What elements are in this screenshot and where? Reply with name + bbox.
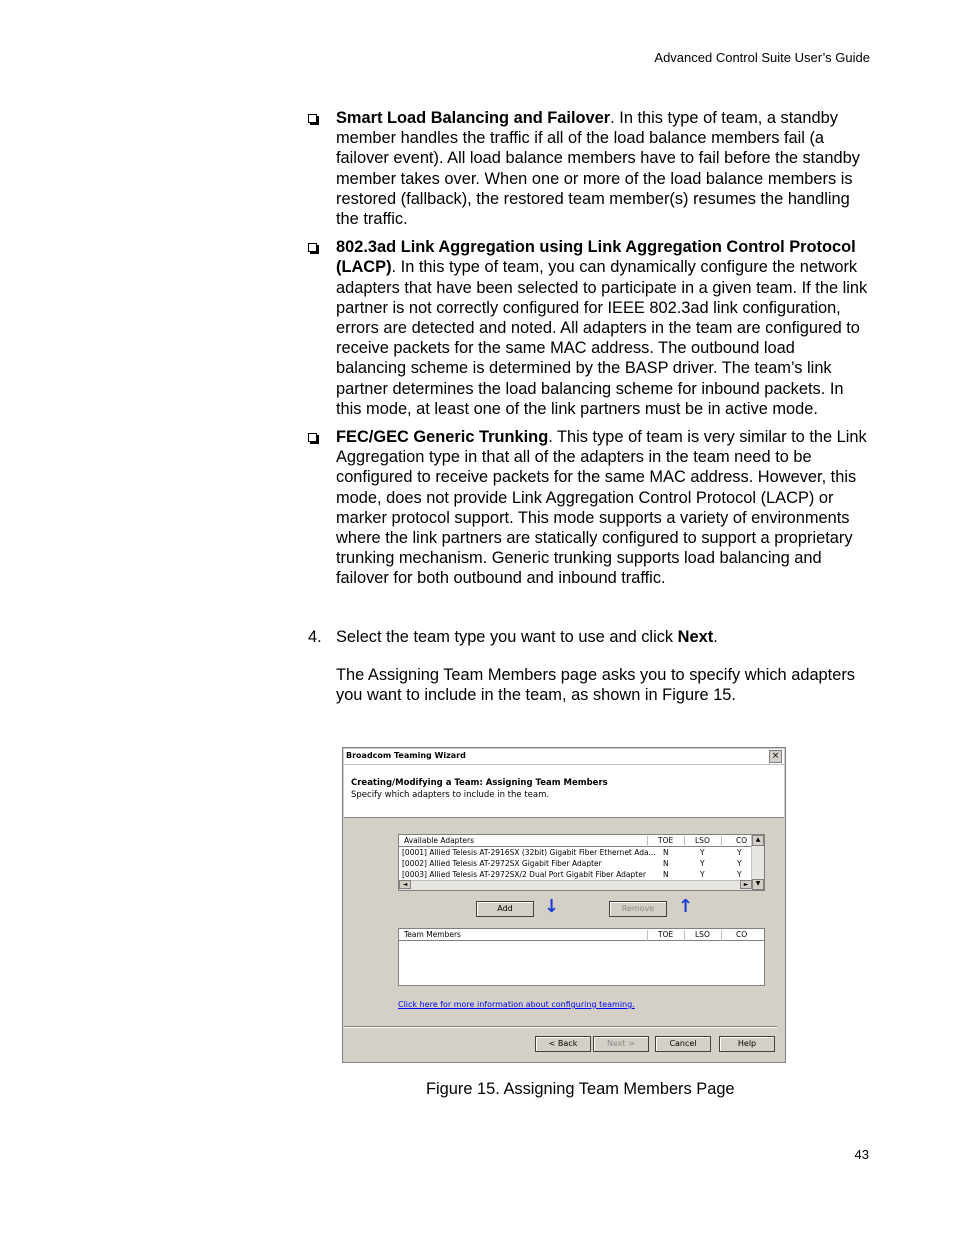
page-number: 43 xyxy=(854,1147,869,1162)
step-text: Select the team type you want to use and click xyxy=(336,628,678,646)
column-header[interactable]: TOE xyxy=(658,836,674,845)
table-row[interactable]: [0003] Allied Telesis AT-2972SX/2 Dual Port Gigabit Fiber Adapter N Y Y xyxy=(402,870,742,879)
window-title: Broadcom Teaming Wizard xyxy=(346,751,466,760)
remove-button[interactable]: Remove xyxy=(609,901,667,917)
close-icon[interactable]: × xyxy=(769,750,782,763)
checkbox-bullet-icon xyxy=(308,243,317,252)
column-header[interactable]: TOE xyxy=(658,930,674,939)
description: . In this type of team, a standby member handles the traffic if all of the load balance members fail (a failover event). All load balance members have to fail before the standby member takes over. When one or more of the load balance members is restored (fallback), the restored team member(s) resumes the handling the traffic. xyxy=(336,109,860,229)
step-end: . xyxy=(713,628,718,646)
list-item xyxy=(308,237,868,419)
checkbox-bullet-icon xyxy=(308,114,317,123)
more-info-link[interactable]: Click here for more information about configuring teaming. xyxy=(398,1000,635,1009)
scroll-left-icon[interactable]: ◄ xyxy=(399,880,411,889)
column-header[interactable]: Team Members xyxy=(404,930,461,939)
column-header[interactable]: Available Adapters xyxy=(404,836,474,845)
wizard-banner xyxy=(344,765,784,818)
step-number: 4. xyxy=(308,628,322,646)
vertical-scrollbar[interactable] xyxy=(751,835,764,890)
team-type-list xyxy=(308,108,868,597)
list-header xyxy=(399,929,764,941)
step-bold: Next xyxy=(677,628,714,646)
list-item xyxy=(308,108,868,229)
scroll-right-icon[interactable]: ► xyxy=(740,880,752,889)
scroll-up-icon[interactable]: ▲ xyxy=(752,835,764,846)
cancel-button[interactable]: Cancel xyxy=(655,1036,711,1052)
column-header[interactable]: LSO xyxy=(695,836,710,845)
list-header xyxy=(399,835,764,847)
help-button[interactable]: Help xyxy=(719,1036,775,1052)
column-header[interactable]: LSO xyxy=(695,930,710,939)
column-header[interactable]: CO xyxy=(736,930,748,939)
teaming-wizard-screenshot xyxy=(342,747,786,1063)
column-header[interactable]: CO xyxy=(736,836,748,845)
description: . In this type of team, you can dynamically configure the network adapters that have been selected to participate in a given team. If the link partner is not correctly configured for IEEE 802.3ad link configuration, errors are detected and noted. All adapters in the team are configured to receive packets for the same MAC address. The outbound load balancing scheme is determined by the BASP driver. The team’s link partner determines the load balancing scheme for inbound packets. In this mode, at least one of the link partners must be in active mode. xyxy=(336,258,868,418)
table-row[interactable]: [0001] Allied Telesis AT-2916SX (32bit) Gigabit Fiber Ethernet Ada... N Y Y xyxy=(402,848,742,857)
checkbox-bullet-icon xyxy=(308,433,317,442)
next-button[interactable]: Next > xyxy=(593,1036,649,1052)
arrow-up-icon: ↑ xyxy=(678,896,694,917)
term: FEC/GEC Generic Trunking xyxy=(336,428,549,447)
available-adapters-list[interactable] xyxy=(398,834,765,891)
title-bar xyxy=(344,749,784,765)
term: Smart Load Balancing and Failover xyxy=(336,109,611,127)
scroll-down-icon[interactable]: ▼ xyxy=(752,879,764,890)
body-paragraph: The Assigning Team Members page asks you to specify which adapters you want to include in the team, as shown in Figure 15. xyxy=(336,666,856,705)
add-button[interactable]: Add xyxy=(476,901,534,917)
table-row[interactable]: [0002] Allied Telesis AT-2972SX Gigabit Fiber Adapter N Y Y xyxy=(402,859,742,868)
figure-caption: Figure 15. Assigning Team Members Page xyxy=(426,1080,735,1098)
list-item xyxy=(308,427,868,589)
team-members-list[interactable] xyxy=(398,928,765,986)
divider xyxy=(344,1026,777,1028)
description: . This type of team is very similar to the Link Aggregation type in that all of the adapters in the team need to be configured to receive packets for the same MAC address. However, this mode, does not provide Link Aggregation Control Protocol (LACP) or marker protocol support. This mode supports a variety of environments where the link partners are statically configured to support a proprietary trunking mechanism. Generic trunking supports load balancing and failover for both outbound and inbound traffic. xyxy=(336,428,867,588)
wizard-subheading: Specify which adapters to include in the team. xyxy=(351,790,550,800)
term: 802.3ad Link Aggregation using Link Aggregation Control Protocol (LACP) xyxy=(336,238,856,277)
back-button[interactable]: < Back xyxy=(535,1036,591,1052)
running-header: Advanced Control Suite User’s Guide xyxy=(654,50,870,65)
wizard-heading: Creating/Modifying a Team: Assigning Team Members xyxy=(351,778,608,788)
step-4 xyxy=(308,627,868,647)
horizontal-scrollbar[interactable] xyxy=(399,880,752,890)
arrow-down-icon: ↓ xyxy=(544,896,560,917)
